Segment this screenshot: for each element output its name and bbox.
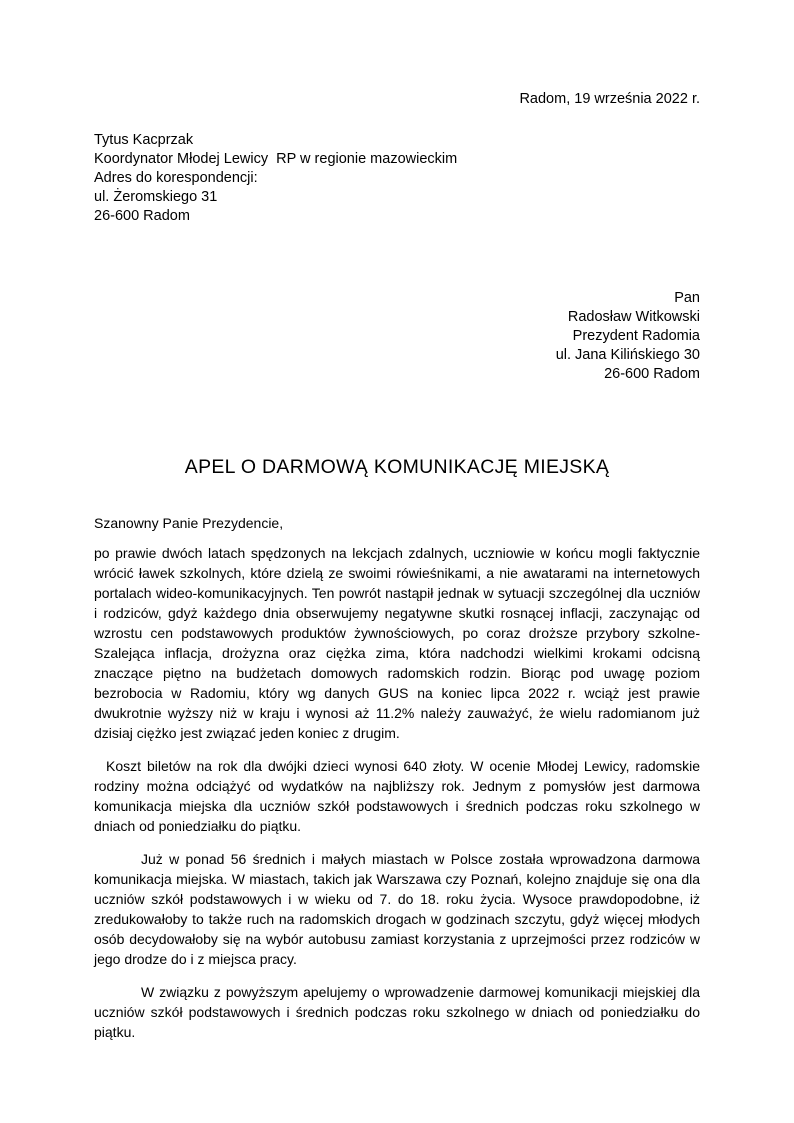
recipient-role: Prezydent Radomia	[572, 328, 700, 344]
sender-block	[94, 131, 700, 226]
sender-role: Koordynator Młodej Lewicy RP w regionie mazowieckim	[94, 151, 458, 167]
date-line: Radom, 19 września 2022 r.	[519, 91, 700, 107]
recipient-name: Radosław Witkowski	[567, 309, 700, 325]
letter-title: APEL O DARMOWĄ KOMUNIKACJĘ MIEJSKĄ	[184, 456, 610, 478]
recipient-city: 26-600 Radom	[604, 366, 700, 382]
salutation: Szanowny Panie Prezydencie,	[94, 515, 284, 531]
recipient-street: ul. Jana Kilińskiego 30	[555, 347, 700, 363]
recipient-block	[94, 289, 700, 384]
sender-name: Tytus Kacprzak	[94, 132, 194, 148]
sender-city: 26-600 Radom	[94, 208, 190, 224]
body-paragraph-2: Koszt biletów na rok dla dwójki dzieci wynosi 640 złoty. W ocenie Młodej Lewicy, radomskie rodziny można odciążyć od wydatków na najbliższy rok. Jednym z pomysłów jest darmowa komunikacja miejska dla uczniów szkół podstawowych i średnich podczas roku szkolnego w dniach od poniedziałku do piątku.	[94, 758, 700, 834]
body-paragraph-1: po prawie dwóch latach spędzonych na lekcjach zdalnych, uczniowie w końcu mogli faktycznie wrócić ławek szkolnych, które dzielą ze swoimi rówieśnikami, a nie awatarami na internetowych portalach wideo-komunikacyjnych. Ten powrót nastąpił jednak w sytuacji szczególnej dla uczniów i rodziców, gdyż każdego dnia obserwujemy negatywne skutki rosnącej inflacji, zaczynając od wzrostu cen podstawowych produktów żywnościowych, po coraz droższe przybory szkolne- Szalejąca inflacja, drożyzna oraz ciężka zima, która nadchodzi wielkimi krokami odcisną znaczące piętno na budżetach domowych radomskich rodzin. Biorąc pod uwagę poziom bezrobocia w Radomiu, który wg danych GUS na koniec lipca 2022 r. wciąż jest prawie dwukrotnie wyższy niż w kraju i wynosi aż 11.2% należy zauważyć, że wielu radomianom już dzisiaj ciężko jest związać jeden koniec z drugim.	[94, 545, 700, 741]
body-paragraph-4: W związku z powyższym apelujemy o wprowadzenie darmowej komunikacji miejskiej dla uczniów szkół podstawowych i średnich podczas roku szkolnego w dniach od poniedziałku do piątku.	[94, 984, 700, 1040]
body-paragraph-3: Już w ponad 56 średnich i małych miastach w Polsce została wprowadzona darmowa komunikacja miejska. W miastach, takich jak Warszawa czy Poznań, kolejno znajduje się ona dla uczniów szkół podstawowych i w wieku od 7. do 18. roku życia. Wysoce prawdopodobne, iż zredukowałoby to także ruch na radomskich drogach w godzinach szczytu, gdyż więcej młodych osób decydowałoby się na wybór autobusu zamiast korzystania z uprzejmości przez rodziców w jego drodze do i z miejsca pracy.	[94, 851, 700, 967]
sender-address-label: Adres do korespondencji:	[94, 170, 258, 186]
sender-street: ul. Żeromskiego 31	[94, 189, 218, 205]
recipient-honorific: Pan	[674, 290, 700, 306]
